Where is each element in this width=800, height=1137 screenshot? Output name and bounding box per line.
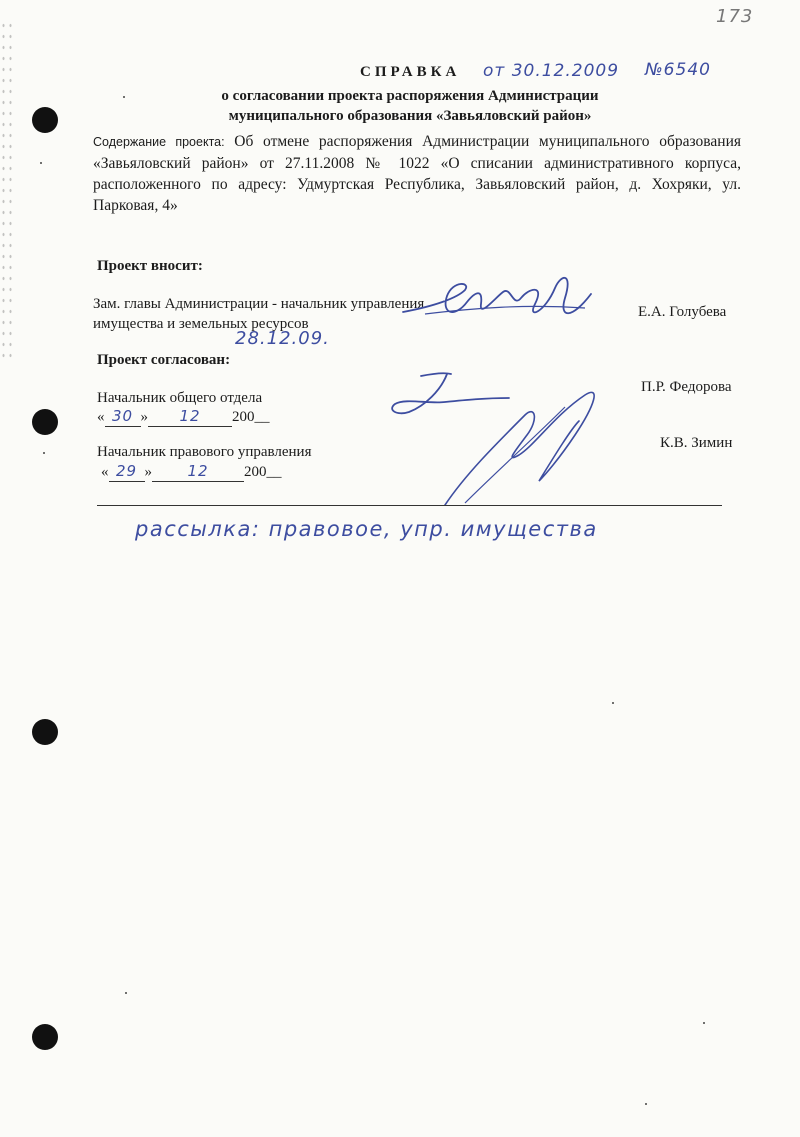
distribution-note: рассылка: правовое, упр. имущества: [135, 517, 598, 541]
document-subtitle: [130, 86, 690, 126]
scan-speck: [40, 162, 42, 164]
content-text: Об отмене распоряжения Администрации муниципального образования «Завьяловский район» от 27.11.2008 № 1022 «О списании административного корпуса, расположенного по адресу: Удмуртская Республика, Завьяловский район, д. Хохряки, ул. Парковая, 4»: [93, 133, 741, 214]
scan-speck: [123, 96, 125, 98]
date-year: 200__: [244, 464, 282, 480]
approver-position: Начальник общего отдела: [97, 390, 263, 406]
subtitle-line: о согласовании проекта распоряжения Администрации: [221, 88, 599, 104]
punch-hole: [32, 1024, 58, 1050]
approver-name: П.Р. Федорова: [641, 379, 732, 395]
document-title: СПРАВКА: [360, 64, 461, 80]
punch-hole: [32, 409, 58, 435]
introducer-name: Е.А. Голубева: [638, 304, 727, 320]
signature-zimin: [435, 385, 610, 510]
project-content: [93, 131, 741, 216]
introduced-heading: Проект вносит:: [97, 258, 203, 274]
separator-line: [97, 505, 722, 506]
scan-speck: [125, 992, 127, 994]
approval-date: « 29 » 12 200__: [101, 462, 282, 480]
page-number: 173: [716, 6, 754, 27]
signature-golubeva: [395, 268, 605, 338]
scan-edge-specks: [0, 20, 14, 360]
scan-speck: [612, 702, 614, 704]
approver-name: К.В. Зимин: [660, 435, 733, 451]
handwritten-registration-number: №6540: [645, 60, 711, 80]
date-month: 12: [152, 461, 244, 482]
introducer-handwritten-date: 28.12.09.: [235, 328, 330, 349]
position-line: Зам. главы Администрации - начальник управления: [93, 296, 425, 312]
handwritten-date: от 30.12.2009: [483, 61, 620, 81]
punch-hole: [32, 107, 58, 133]
subtitle-line: муниципального образования «Завьяловский район»: [228, 108, 592, 124]
content-label: Содержание проекта:: [93, 135, 225, 149]
scan-speck: [645, 1103, 647, 1105]
position-line: имущества и земельных ресурсов: [93, 316, 309, 332]
scan-speck: [43, 452, 45, 454]
date-year: 200__: [232, 409, 270, 425]
date-day: 30: [105, 406, 141, 427]
approver-position: Начальник правового управления: [97, 444, 312, 460]
punch-hole: [32, 719, 58, 745]
approval-date: « 30 » 12 200__: [97, 407, 270, 425]
approved-heading: Проект согласован:: [97, 352, 231, 368]
date-month: 12: [148, 406, 232, 427]
scan-speck: [703, 1022, 705, 1024]
date-day: 29: [109, 461, 145, 482]
